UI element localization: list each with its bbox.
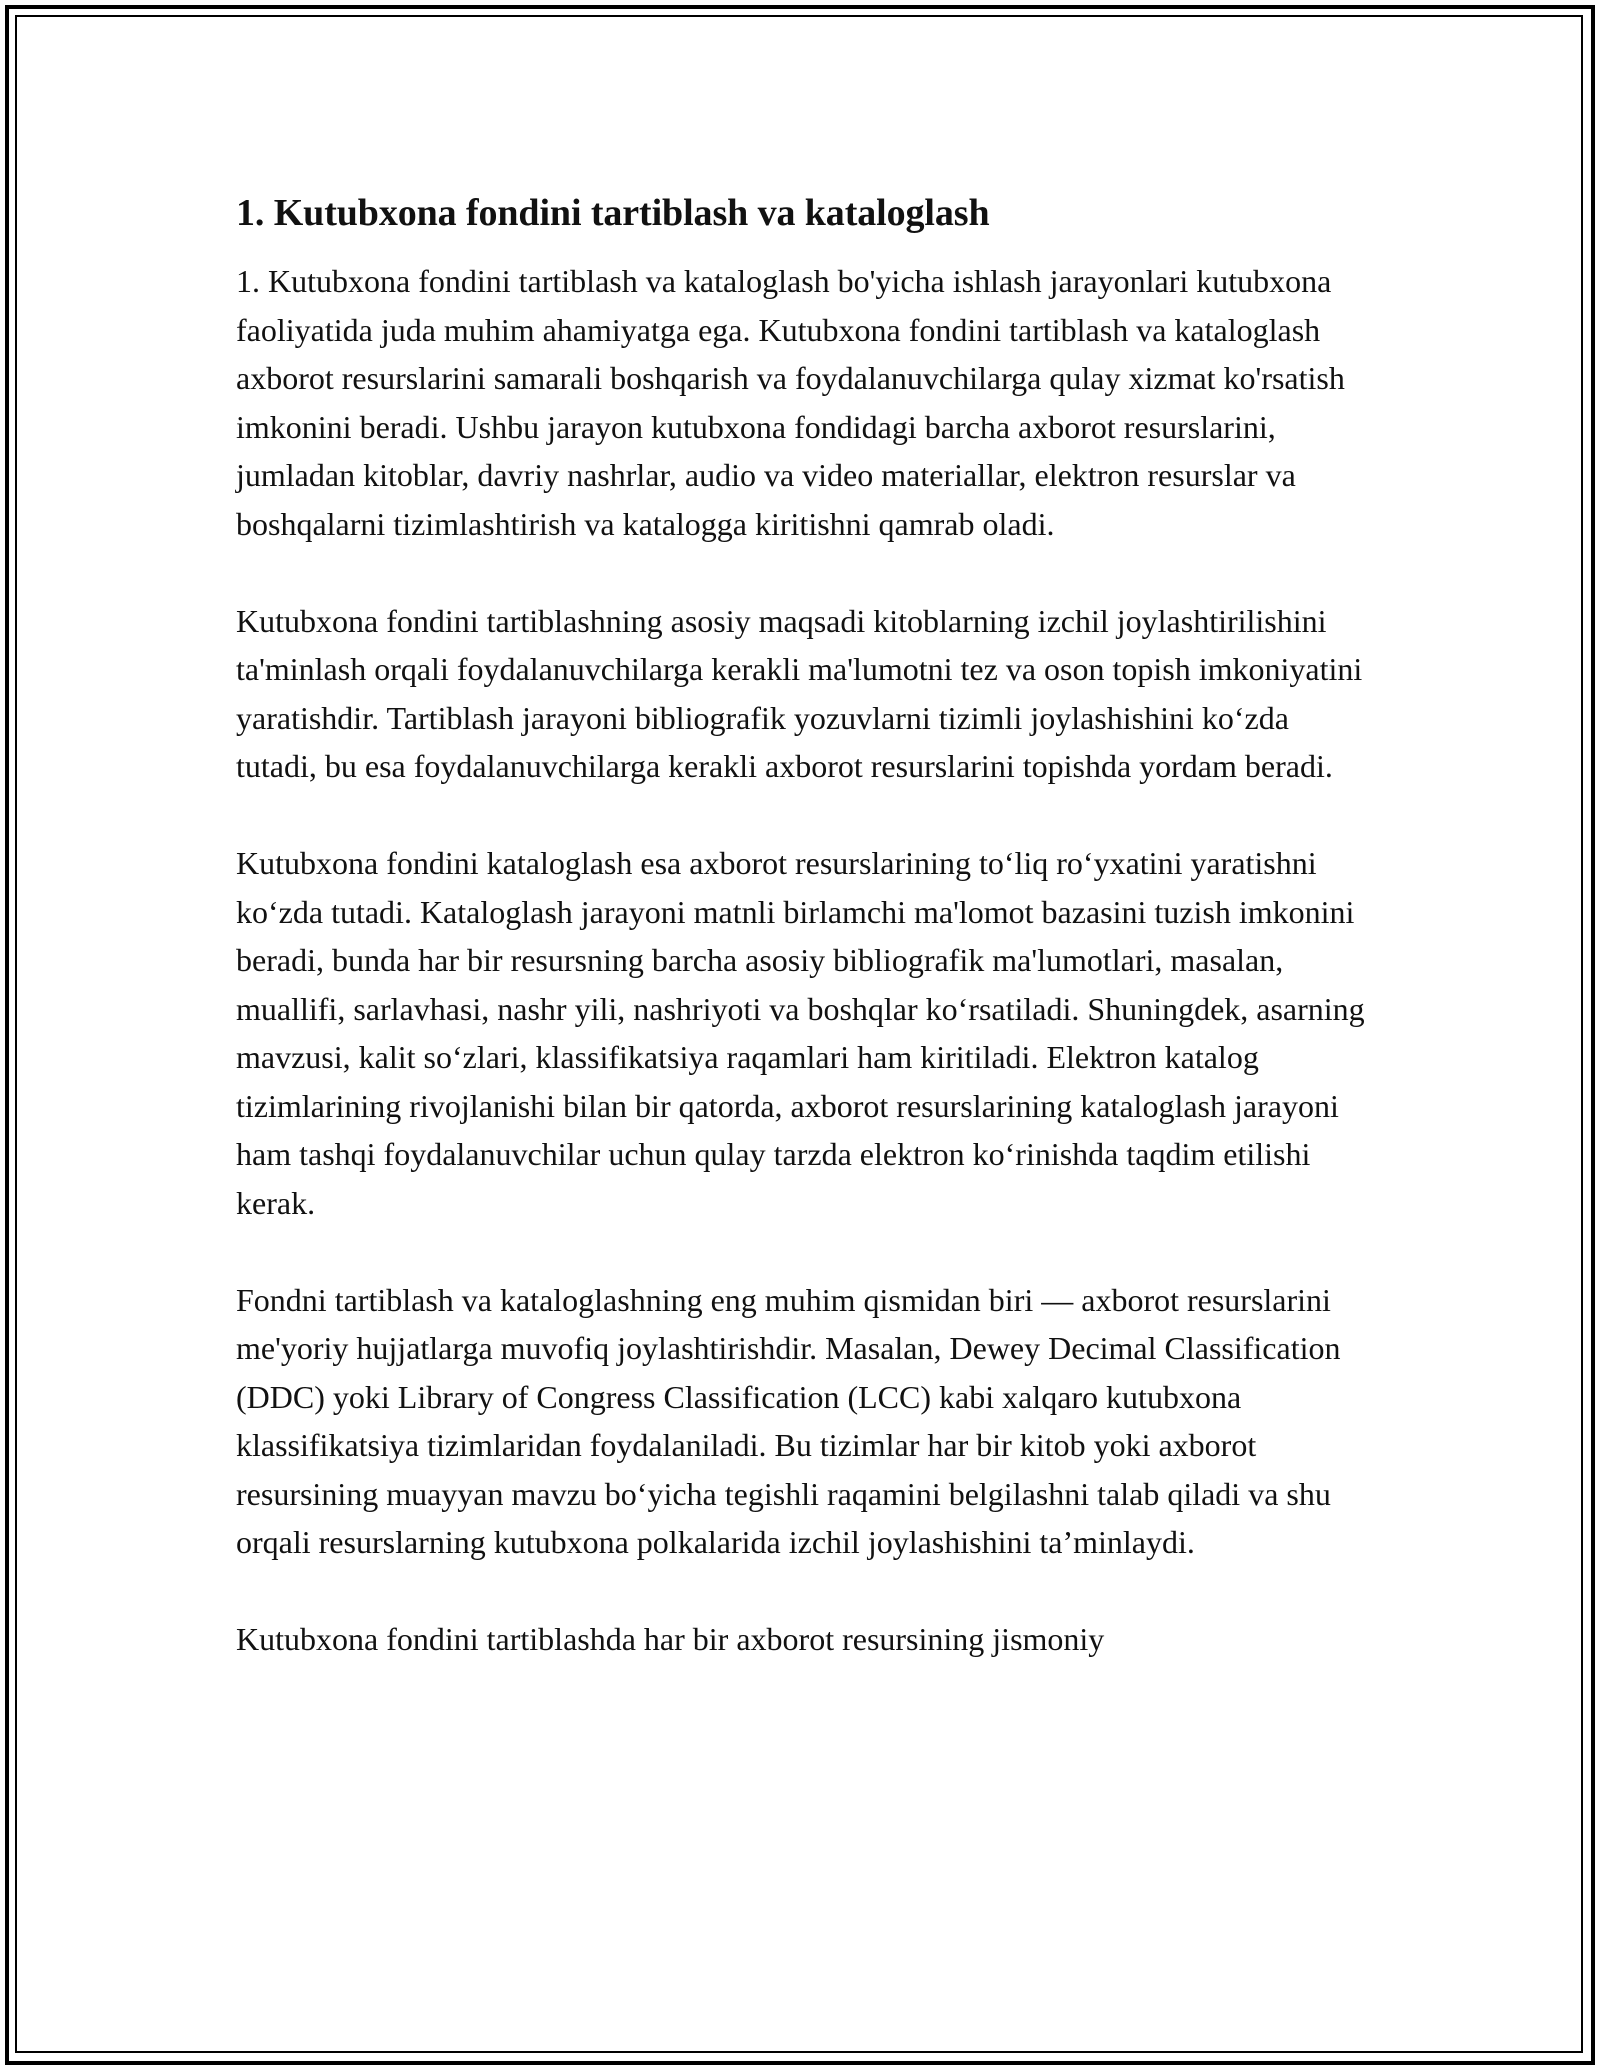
paragraph-3: Kutubxona fondini kataloglash esa axborot resurslarining to‘liq ro‘yxatini yaratishni ko‘zda tutadi. Kataloglash jarayoni matnli birlamchi ma'lomot bazasini tuzish imkonini beradi, bunda har bir resursning barcha asosiy bibliografik ma'lumotlari, masalan, muallifi, sarlavhasi, nashr yili, nashriyoti va boshqlar ko‘rsatiladi. Shuningdek, asarning mavzusi, kalit so‘zlari, klassifikatsiya raqamlari ham kiritiladi. Elektron katalog tizimlarining rivojlanishi bilan bir qatorda, axborot resurslarining kataloglash jarayoni ham tashqi foydalanuvchilar uchun qulay tarzda elektron ko‘rinishda taqdim etilishi kerak. — [236, 845, 1365, 1221]
paragraph-2: Kutubxona fondini tartiblashning asosiy maqsadi kitoblarning izchil joylashtirilishini ta'minlash orqali foydalanuvchilarga kerakli ma'lumotni tez va oson topish imkoniyatini yaratishdir. Tartiblash jarayoni bibliografik yozuvlarni tizimli joylashishini ko‘zda tutadi, bu esa foydalanuvchilarga kerakli axborot resurslarini topishda yordam beradi. — [236, 602, 1363, 784]
paragraph-5: Kutubxona fondini tartiblashda har bir axborot resursining jismoniy — [236, 1621, 1105, 1657]
paragraph-1: 1. Kutubxona fondini tartiblash va kataloglash bo'yicha ishlash jarayonlari kutubxona faoliyatida juda muhim ahamiyatga ega. Kutubxona fondini tartiblash va kataloglash axborot resurslarini samarali boshqarish va foydalanuvchilarga qulay xizmat ko'rsatish imkonini beradi. Ushbu jarayon kutubxona fondidagi barcha axborot resurslarini, jumladan kitoblar, davriy nashrlar, audio va video materiallar, elektron resurslar va boshqalarni tizimlashtirish va katalogga kiritishni qamrab oladi. — [236, 263, 1345, 542]
document-body — [236, 185, 1376, 1664]
paragraph-4: Fondni tartiblash va kataloglashning eng muhim qismidan biri — axborot resurslarini me'yoriy hujjatlarga muvofiq joylashtirishdir. Masalan, Dewey Decimal Classification (DDC) yoki Library of Congress Classification (LCC) kabi xalqaro kutubxona klassifikatsiya tizimlaridan foydalaniladi. Bu tizimlar har bir kitob yoki axborot resursining muayyan mavzu bo‘yicha tegishli raqamini belgilashni talab qiladi va shu orqali resurslarning kutubxona polkalarida izchil joylashishini ta’minlaydi. — [236, 1281, 1341, 1560]
document-title: 1. Kutubxona fondini tartiblash va kataloglash — [236, 192, 990, 234]
